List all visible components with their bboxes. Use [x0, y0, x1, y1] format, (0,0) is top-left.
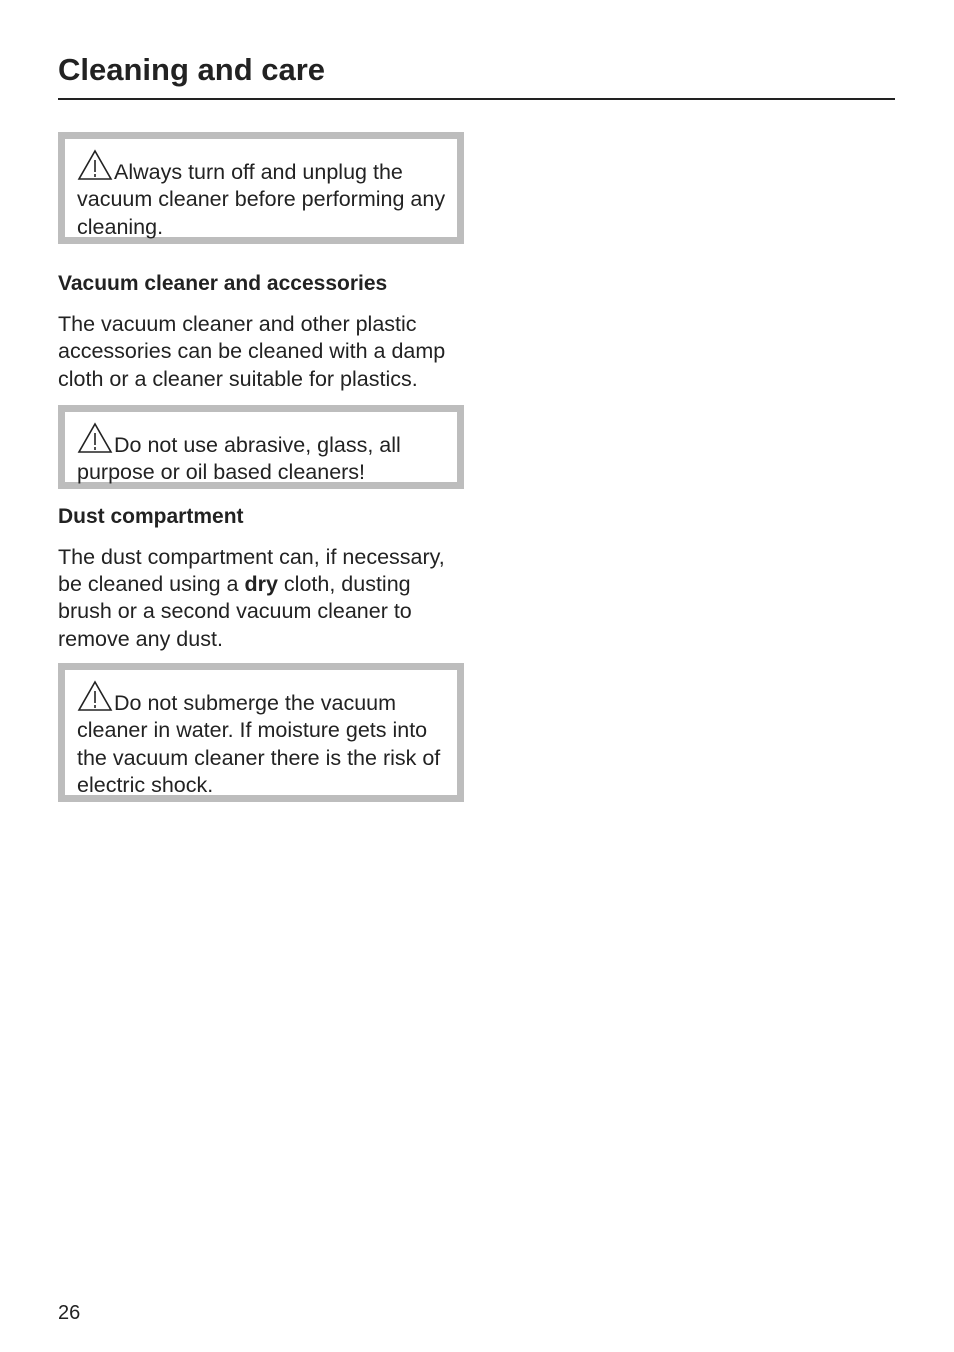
warning-triangle-icon	[77, 422, 113, 454]
title-divider	[58, 98, 895, 100]
warning-box-water	[58, 663, 464, 802]
warning-text: Do not submerge the vacuum cleaner in water. If moisture gets into the vacuum cleaner there is the risk of electric shock.	[77, 691, 441, 797]
dust-text-start: The dust compartment can, if necessary, be cleaned using a	[58, 544, 445, 597]
section-text-dust	[58, 544, 464, 653]
warning-text: Always turn off and unplug the vacuum cleaner before performing any cleaning.	[77, 160, 446, 239]
page-title: Cleaning and care	[58, 52, 326, 87]
section-heading-vacuum: Vacuum cleaner and accessories	[58, 272, 388, 295]
section-text-vacuum: The vacuum cleaner and other plastic accessories can be cleaned with a damp cloth or a cleaner suitable for plastics.	[58, 312, 446, 391]
dust-text-end: cloth, dusting brush or a second vacuum cleaner to remove any dust.	[58, 572, 412, 651]
content-column	[58, 132, 464, 802]
dust-text-bold: dry	[244, 572, 278, 597]
section-heading-dust: Dust compartment	[58, 504, 244, 528]
warning-text: Do not use abrasive, glass, all purpose or oil based cleaners!	[77, 432, 401, 485]
warning-triangle-icon	[77, 149, 113, 181]
warning-box-unplug	[58, 132, 464, 244]
warning-triangle-icon	[77, 680, 113, 712]
page-number: 26	[58, 1302, 81, 1324]
warning-box-cleaners	[58, 405, 464, 489]
